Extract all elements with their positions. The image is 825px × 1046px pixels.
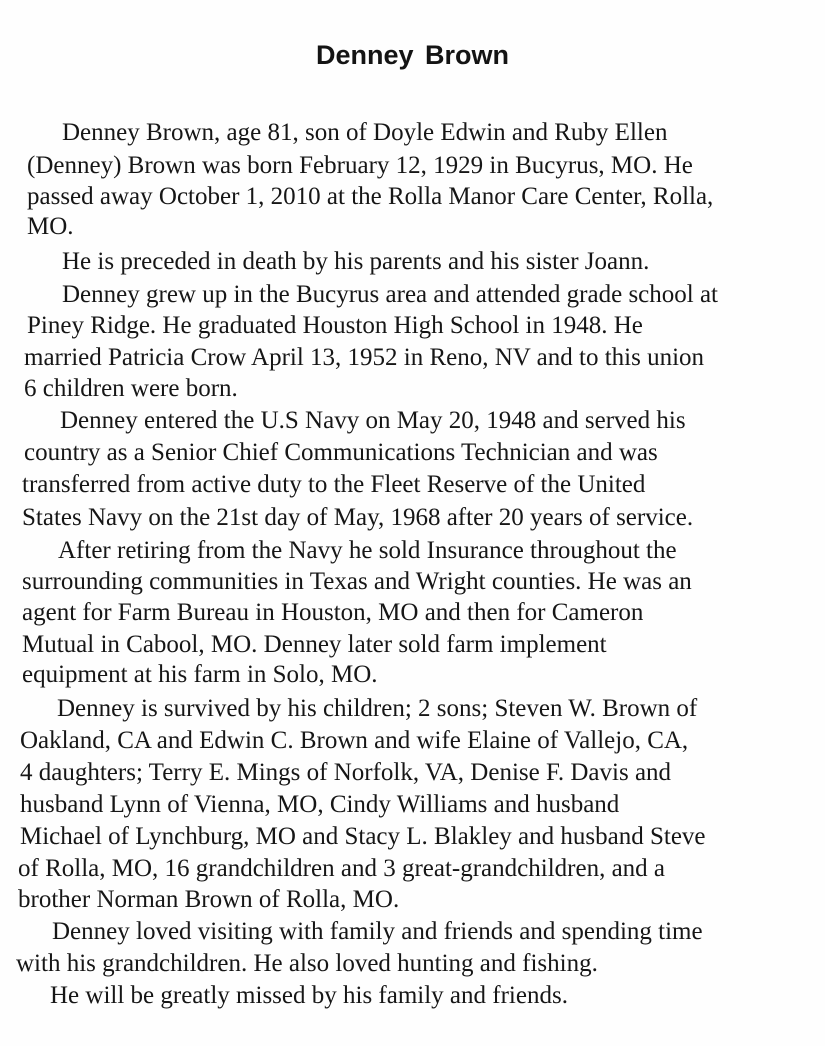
text-line: Michael of Lynchburg, MO and Stacy L. Blakley and husband Steve [20,823,706,850]
text-line: Denney Brown, age 81, son of Doyle Edwin and Ruby Ellen [62,119,668,146]
text-line: Denney entered the U.S Navy on May 20, 1948 and served his [60,407,686,434]
text-line: 4 daughters; Terry E. Mings of Norfolk, VA, Denise F. Davis and [20,759,672,786]
text-line: After retiring from the Navy he sold Insurance throughout the [58,537,677,564]
text-line: (Denney) Brown was born February 12, 1929 in Bucyrus, MO. He [27,152,693,179]
text-line: of Rolla, MO, 16 grandchildren and 3 great-grandchildren, and a [18,855,666,882]
text-line: Piney Ridge. He graduated Houston High School in 1948. He [27,312,643,339]
text-line: He will be greatly missed by his family and friends. [50,982,568,1009]
text-line: country as a Senior Chief Communications Technician and was [24,439,658,466]
text-line: agent for Farm Bureau in Houston, MO and then for Cameron [22,599,644,626]
text-line: Mutual in Cabool, MO. Denney later sold farm implement [22,631,607,658]
text-line: MO. [27,213,74,240]
text-line: transferred from active duty to the Fleet Reserve of the United [22,471,646,498]
text-line: with his grandchildren. He also loved hunting and fishing. [16,950,598,977]
text-line: Denney loved visiting with family and friends and spending time [52,918,703,945]
text-line: equipment at his farm in Solo, MO. [22,661,378,688]
text-line: passed away October 1, 2010 at the Rolla Manor Care Center, Rolla, [27,183,714,210]
text-line: brother Norman Brown of Rolla, MO. [18,886,400,913]
text-line: married Patricia Crow April 13, 1952 in Reno, NV and to this union [24,344,705,371]
text-line: 6 children were born. [24,375,238,402]
text-line: Denney grew up in the Bucyrus area and attended grade school at [62,281,719,308]
text-line: surrounding communities in Texas and Wright counties. He was an [22,568,692,595]
text-line: husband Lynn of Vienna, MO, Cindy Williams and husband [20,791,620,818]
text-line: States Navy on the 21st day of May, 1968 after 20 years of service. [22,504,694,531]
page-title: Denney Brown [315,40,510,70]
text-line: Denney is survived by his children; 2 sons; Steven W. Brown of [57,695,698,722]
text-line: He is preceded in death by his parents and his sister Joann. [62,248,650,275]
text-line: Oakland, CA and Edwin C. Brown and wife Elaine of Vallejo, CA, [20,727,689,754]
